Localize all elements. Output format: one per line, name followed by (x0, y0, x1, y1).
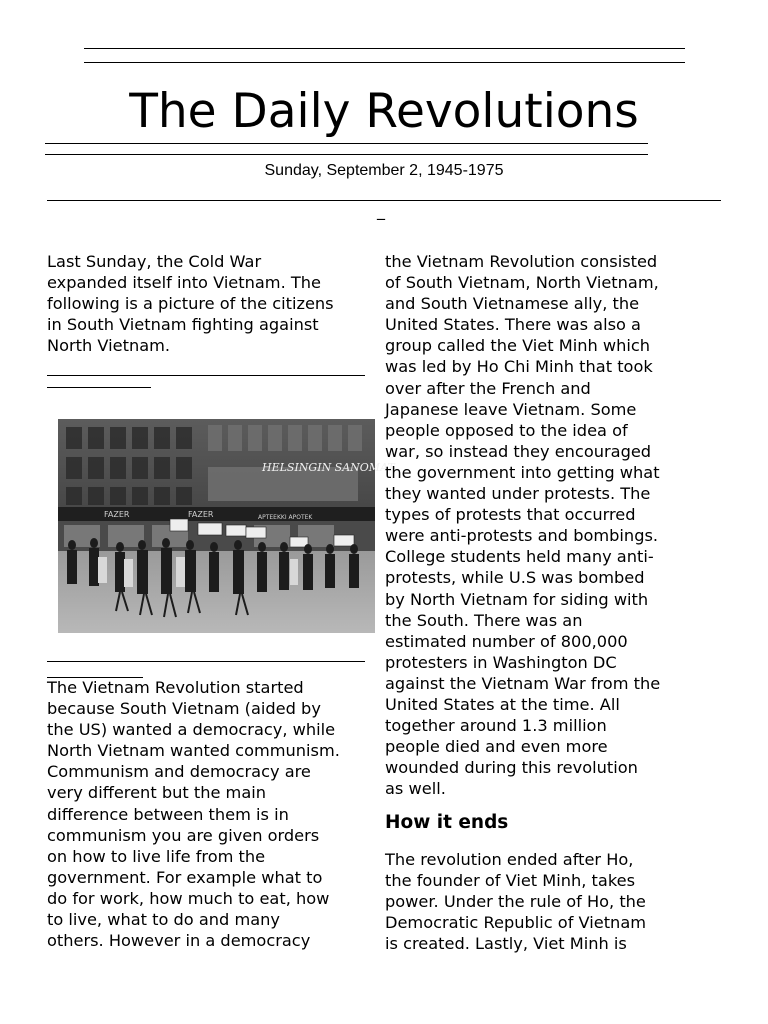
intro-rule-1 (47, 375, 365, 376)
left-body-paragraph: The Vietnam Revolution started because South Vietnam (aided by the US) wanted a democracy, while North Vietnam wanted communism. Communism and democracy are very different but the main difference between them is in communism you are given orders on how to live life from the government. For example what to do for work, how much to eat, how to live, what to do and many others. However in a democracy (47, 678, 340, 951)
title-rule-2 (45, 154, 648, 155)
dateline-rule-tail: _ (377, 201, 385, 220)
top-rule-1 (84, 48, 685, 49)
title-rule-1 (45, 143, 648, 144)
photo-sign-helsingin: HELSINGIN SANOMAT (262, 461, 395, 474)
masthead-title: The Daily Revolutions (129, 84, 639, 139)
protest-march-photo-icon (58, 419, 395, 633)
ending-paragraph: The revolution ended after Ho, the founder of Viet Minh, takes power. Under the rule of Ho, the Democratic Republic of Vietnam is created. Lastly, Viet Minh is (385, 850, 647, 954)
intro-rule-2 (47, 387, 151, 388)
photo-sign-apotek: APTEEKKI APOTEK (258, 514, 313, 521)
dateline: Sunday, September 2, 1945-1975 (264, 162, 504, 179)
protest-photo (58, 419, 395, 633)
right-body-paragraph: the Vietnam Revolution consisted of South Vietnam, North Vietnam, and South Vietnamese ally, the United States. There was also a group called the Viet Minh which was led by Ho Chi Minh that took over after the French and Japanese leave Vietnam. Some people opposed to the idea of war, so instead they encouraged the government into getting what they wanted under protests. The types of protests that occurred were anti-protests and bombings. College students held many anti- protests, while U.S was bombed by North Vietnam for siding with the South. There was an estimated number of 800,000 protesters in Washington DC against the Vietnam War from the United States at the time. All together around 1.3 million people died and even more wounded during this revolution as well. (385, 252, 661, 799)
photo-sign-fazer-1: FAZER (104, 510, 130, 519)
top-rule-2 (84, 62, 685, 63)
intro-paragraph: Last Sunday, the Cold War expanded itself into Vietnam. The following is a picture of the citizens in South Vietnam fighting against North Vietnam. (47, 252, 334, 356)
body-rule-1 (47, 661, 365, 662)
section-heading-how-it-ends: How it ends (385, 812, 509, 833)
photo-sign-fazer-2: FAZER (188, 510, 214, 519)
